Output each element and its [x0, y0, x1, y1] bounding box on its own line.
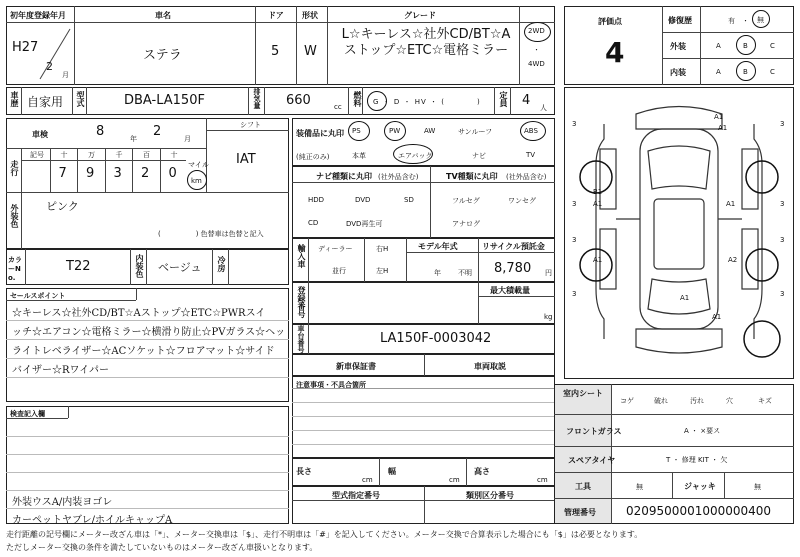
car-name: ステラ: [143, 48, 182, 63]
km-label: km: [191, 177, 202, 185]
fuel-options: G ・ D ・ HV ・ ( ): [373, 98, 481, 106]
sales-line-3: ライトレベライザー☆ACソケット☆フロアマット☆サイド: [12, 346, 275, 357]
exterior-b: B: [743, 42, 748, 50]
model-value: DBA-LA150F: [124, 93, 205, 108]
seat-option: 破れ: [654, 397, 668, 405]
capacity-label: 定員: [499, 91, 508, 107]
tv-oneseg: ワンセグ: [508, 197, 536, 205]
pw-circle: [384, 121, 406, 141]
import-dealer: ディーラー: [318, 245, 353, 253]
capacity-value: 4: [522, 93, 531, 108]
equipment-item: ABS: [524, 127, 538, 135]
length-label: 長さ: [296, 467, 312, 476]
windshield-label: フロントガラス: [566, 427, 622, 436]
mark-right-a2: A2: [728, 256, 738, 264]
equipment-item: PW: [389, 127, 401, 135]
type-cert-label: 型式指定番号: [332, 491, 380, 500]
shape-label: 形状: [302, 11, 318, 20]
recycle-unit: 円: [545, 269, 552, 277]
equipment-item: 本革: [352, 152, 366, 160]
recycle-label: リサイクル預託金: [482, 242, 545, 251]
sales-line-2: ッチ☆エアコン☆電格ミラー☆横滑り防止☆PVガラス☆ヘッ: [12, 327, 286, 338]
exterior-a: A: [716, 42, 721, 50]
navi-sd: SD: [404, 196, 414, 204]
tools-value: 無: [636, 483, 643, 491]
seat-option: 汚れ: [690, 397, 704, 405]
repair-label: 修復歴: [668, 16, 692, 25]
sales-label: セールスポイント: [10, 292, 66, 300]
drive-2wd: 2WD: [528, 27, 545, 35]
drive-dot: ・: [533, 46, 540, 54]
mileage-digit-label: 百: [143, 151, 150, 159]
seat-option: 穴: [726, 397, 733, 405]
mark-left-b1: B1: [593, 188, 603, 196]
equipment-item: PS: [352, 127, 361, 135]
interior-color: ベージュ: [158, 261, 202, 274]
interior-label: 内装: [670, 68, 686, 77]
chassis-label: 車台番号: [297, 325, 305, 353]
jack-value: 無: [754, 483, 761, 491]
mileage-digit: 2: [141, 166, 150, 181]
bracket-8: 3: [780, 290, 785, 298]
displacement-unit: cc: [334, 103, 342, 111]
inspection-month-unit: 月: [184, 135, 191, 143]
mark-front-right-a1: A1: [718, 124, 728, 132]
interior-c: C: [770, 68, 775, 76]
color-no-label: カラーNo.: [8, 256, 22, 282]
mileage-digit-label: 記号: [30, 151, 44, 159]
mark-left-a1: A1: [593, 200, 603, 208]
height-label: 高さ: [474, 467, 490, 476]
mark-front-a1: A1: [714, 113, 724, 121]
mark-left-rear-a1: A1: [593, 256, 603, 264]
equipment-item: ナビ: [472, 152, 486, 160]
vehicle-class-label: 車歴: [10, 91, 19, 107]
inspection-month: 2: [153, 124, 162, 139]
seat-option: コゲ: [620, 397, 634, 405]
navi-cd: CD: [308, 219, 319, 227]
exterior-label: 外装: [670, 42, 686, 51]
fuel-label: 燃料: [353, 91, 362, 107]
tv-label: TV種類に丸印: [446, 172, 498, 181]
inspection-year: 8: [96, 124, 105, 139]
grade-label: グレード: [404, 11, 436, 20]
inspection-label: 車検: [32, 130, 48, 139]
mileage-digit-label: 十: [170, 151, 178, 159]
bracket-4: 3: [780, 200, 785, 208]
airbag-circle: [393, 144, 433, 164]
ps-circle: [348, 121, 370, 141]
inspector-label: 検査記入欄: [10, 410, 45, 418]
bracket-3: 3: [572, 200, 577, 208]
mileage-digit-label: 万: [88, 151, 95, 159]
model-label: 型式: [76, 91, 85, 107]
repair-sep: ・: [742, 17, 749, 25]
width-label: 幅: [388, 467, 396, 476]
length-unit: cm: [362, 476, 373, 484]
colorno-frame: [6, 249, 289, 285]
bracket-6: 3: [780, 236, 785, 244]
bracket-1: 3: [572, 120, 577, 128]
displacement-value: 660: [286, 93, 311, 108]
equipment-sub: (純正のみ): [296, 153, 330, 161]
era-year: H27: [12, 40, 39, 55]
color-no: T22: [66, 259, 91, 274]
interior-color-label: 内装色: [135, 254, 144, 278]
bracket-7: 3: [572, 290, 577, 298]
mgmt-value: 0209500001000000400: [626, 504, 772, 518]
capacity-unit: 人: [540, 104, 547, 112]
new-warranty: 新車保証書: [336, 362, 376, 371]
inspector-line-2: カーペットヤブレ/ホイルキャップA: [12, 515, 173, 526]
registration-label: 登録番号: [297, 286, 306, 318]
shift-value: IAT: [236, 152, 256, 167]
shape-value: W: [304, 44, 317, 59]
import-left: 左H: [376, 267, 389, 275]
mileage-digit-label: 千: [115, 151, 123, 159]
dimensions-frame: [292, 458, 555, 486]
mileage-digit-label: 十: [60, 151, 68, 159]
interior-a: A: [716, 68, 721, 76]
chassis-value: LA150F-0003042: [380, 331, 492, 346]
displacement-label: 排気量: [253, 88, 261, 109]
footer-line-2: ただしメーター交換の条件を満たしていないものはメーター改ざん車扱いとなります。: [6, 543, 318, 552]
navi-sub: (社外品含む): [378, 173, 419, 181]
import-right: 右H: [376, 245, 389, 253]
model-year-year: 年: [434, 269, 441, 277]
drive-4wd: 4WD: [528, 60, 545, 68]
navi-dvd-play: DVD再生可: [346, 220, 383, 228]
vehicle-manual: 車両取説: [474, 362, 506, 371]
jack-label: ジャッキ: [684, 482, 716, 491]
navi-hdd: HDD: [308, 196, 325, 204]
door-label: ドア: [268, 11, 284, 20]
equipment-item: AW: [424, 127, 436, 135]
mark-bottom-a1: A1: [712, 313, 722, 321]
tools-label: 工具: [575, 482, 591, 491]
seat-label: 室内シート: [563, 389, 603, 398]
navi-label: ナビ種類に丸印: [316, 172, 372, 181]
mileage-digit: 9: [86, 166, 95, 181]
equipment-item: サンルーフ: [458, 128, 493, 136]
mileage-digit: 0: [168, 166, 177, 181]
color-label: 外装色: [10, 204, 19, 228]
mgmt-label: 管理番号: [564, 508, 596, 517]
color-value: ピンク: [46, 200, 79, 213]
bracket-5: 3: [572, 236, 577, 244]
first-reg-label: 初年度登録年月: [10, 11, 66, 20]
equipment-label: 装備品に丸印: [296, 129, 344, 138]
mileage-digit: 3: [113, 166, 122, 181]
door-value: 5: [271, 44, 280, 59]
shift-label: シフト: [240, 121, 261, 129]
model-year-unknown: 不明: [458, 269, 472, 277]
sales-line-1: ☆キーレス☆社外CD/BT☆Aストップ☆ETC☆PWRスイ: [12, 308, 266, 319]
grade-value: L☆キーレス☆社外CD/BT☆Aストップ☆ETC☆電格ミラー: [341, 27, 511, 58]
inspector-line-1: 外装ウスA/内装ヨゴレ: [12, 497, 113, 508]
model-year-label: モデル年式: [418, 242, 458, 251]
tv-sub: (社外品含む): [506, 173, 547, 181]
car-diagram: [566, 89, 792, 377]
cooler-label: 冷房: [217, 256, 226, 272]
max-load-label: 最大積載量: [490, 286, 530, 295]
import-parallel: 並行: [332, 267, 346, 275]
reg-month-unit: 月: [62, 71, 69, 79]
width-unit: cm: [449, 476, 460, 484]
exterior-c: C: [770, 42, 775, 50]
equipment-item: TV: [526, 151, 536, 159]
color-note: ( ) 色替車は色替と記入: [158, 230, 264, 238]
max-load-unit: kg: [544, 313, 553, 321]
score-value: 4: [605, 36, 625, 69]
sales-line-4: バイザー☆Rワイパー: [12, 365, 110, 376]
recycle-value: 8,780: [494, 261, 532, 276]
navi-dvd: DVD: [355, 196, 371, 204]
footer-line-1: 走行距離の記号欄にメーター改ざん車は「*」、メーター交換車は「$」、走行不明車は「#」を記入してください。メーター交換で合算表示した場合にも「$」は必要となります。: [6, 530, 643, 539]
spare-value: T ・ 修理 KIT ・ 欠: [666, 456, 728, 464]
mark-right-a1: A1: [726, 200, 736, 208]
bracket-2: 3: [780, 120, 785, 128]
repair-yes: 有: [728, 17, 735, 25]
notes-label: 注意事項・不具合箇所: [296, 381, 366, 389]
mile-label: マイル: [188, 161, 209, 169]
spare-label: スペアタイヤ: [568, 456, 616, 465]
tv-fullseg: フルセグ: [452, 197, 480, 205]
interior-b: B: [743, 68, 748, 76]
seat-option: キズ: [758, 397, 772, 405]
abs-circle: [520, 121, 546, 141]
mark-rear-a1: A1: [680, 294, 690, 302]
mileage-label: 走行: [10, 160, 19, 176]
reg-month: 2: [46, 60, 53, 73]
car-name-label: 車名: [155, 11, 171, 20]
usage: 自家用: [27, 95, 64, 109]
repair-no: 無: [757, 16, 764, 24]
import-label: 輸入車: [297, 244, 306, 268]
score-label: 評価点: [598, 17, 622, 26]
inspection-year-unit: 年: [130, 135, 137, 143]
windshield-value: A ・ ×要ス: [684, 427, 721, 435]
mileage-digit: 7: [58, 166, 67, 181]
equipment-item: エアバック: [398, 152, 433, 160]
class-label: 類別区分番号: [466, 491, 514, 500]
height-unit: cm: [537, 476, 548, 484]
tv-analog: アナログ: [452, 220, 480, 228]
